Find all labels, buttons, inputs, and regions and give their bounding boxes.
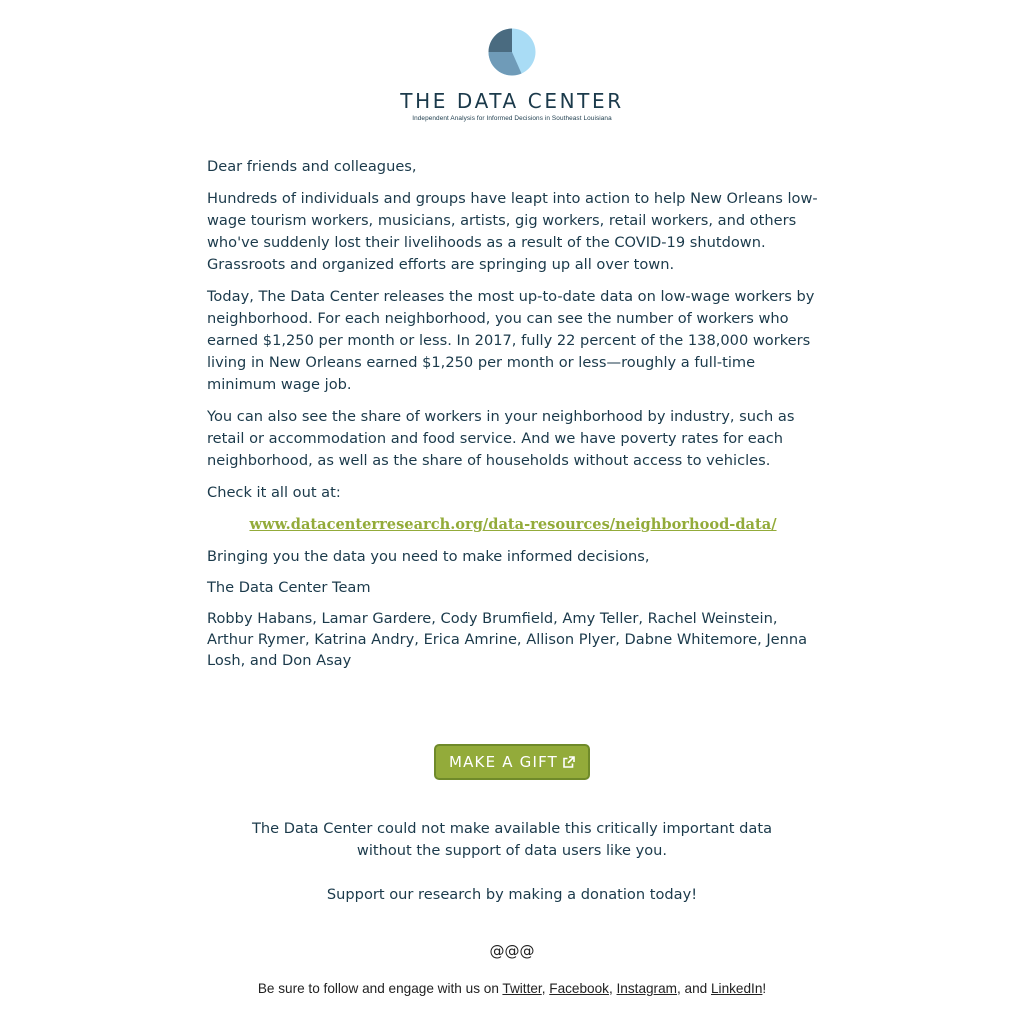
link-row (207, 514, 819, 536)
make-a-gift-button[interactable] (434, 744, 590, 780)
greeting: Dear friends and colleagues, (207, 158, 417, 175)
support-message (0, 818, 1024, 906)
social-follow-line (0, 981, 1024, 996)
separator: , and (676, 981, 711, 996)
twitter-link[interactable]: Twitter (502, 981, 542, 996)
follow-suffix: ! (762, 981, 767, 996)
logo-tagline: Independent Analysis for Informed Decisions in Southeast Louisiana (412, 115, 612, 122)
separator: , (541, 981, 550, 996)
facebook-link[interactable]: Facebook (549, 981, 609, 996)
signoff (207, 546, 819, 671)
support-line-1: The Data Center could not make available this critically important data (251, 820, 773, 837)
logo-title: THE DATA CENTER (400, 89, 624, 113)
support-line-2: without the support of data users like you. (356, 842, 668, 859)
check-it-out-text: Check it all out at: (207, 484, 341, 501)
closing-line: Bringing you the data you need to make informed decisions, (207, 548, 650, 565)
team-name: The Data Center Team (207, 579, 371, 596)
gift-area (0, 744, 1024, 780)
neighborhood-data-link[interactable]: www.datacenterresearch.org/data-resources/neighborhood-data/ (249, 516, 777, 533)
team-members: Robby Habans, Lamar Gardere, Cody Brumfield, Amy Teller, Rachel Weinstein, Arthur Rymer, Katrina Andry, Erica Amrine, Allison Plyer, Dabne Whitemore, Jenna Losh, and Don Asay (207, 610, 808, 669)
logo[interactable] (0, 28, 1024, 122)
letter-body (207, 156, 819, 681)
follow-prefix: Be sure to follow and engage with us on (257, 981, 503, 996)
donation-appeal: Support our research by making a donation today! (326, 886, 698, 903)
make-a-gift-label: MAKE A GIFT (448, 753, 559, 771)
separator: , (608, 981, 617, 996)
linkedin-link[interactable]: LinkedIn (711, 981, 763, 996)
pie-chart-icon (488, 28, 536, 76)
instagram-link[interactable]: Instagram (616, 981, 677, 996)
paragraph-data-release: Today, The Data Center releases the most up-to-date data on low-wage workers by neighborhood. For each neighborhood, you can see the number of workers who earned $1,250 per month or less. In 2017, fully 22 percent of the 138,000 workers living in New Orleans earned $1,250 per month or less—roughly a full-time minimum wage job. (207, 288, 815, 393)
paragraph-relief-efforts: Hundreds of individuals and groups have leapt into action to help New Orleans low-wage tourism workers, musicians, artists, gig workers, retail workers, and others who've suddenly lost their livelihoods as a result of the COVID-19 shutdown. Grassroots and organized efforts are springing up all over town. (207, 190, 818, 273)
paragraph-more-data: You can also see the share of workers in your neighborhood by industry, such as retail or accommodation and food service. And we have poverty rates for each neighborhood, as well as the share of households without access to vehicles. (207, 408, 795, 469)
external-link-icon (562, 756, 575, 769)
social-icons-placeholder: @@@ (489, 942, 535, 960)
